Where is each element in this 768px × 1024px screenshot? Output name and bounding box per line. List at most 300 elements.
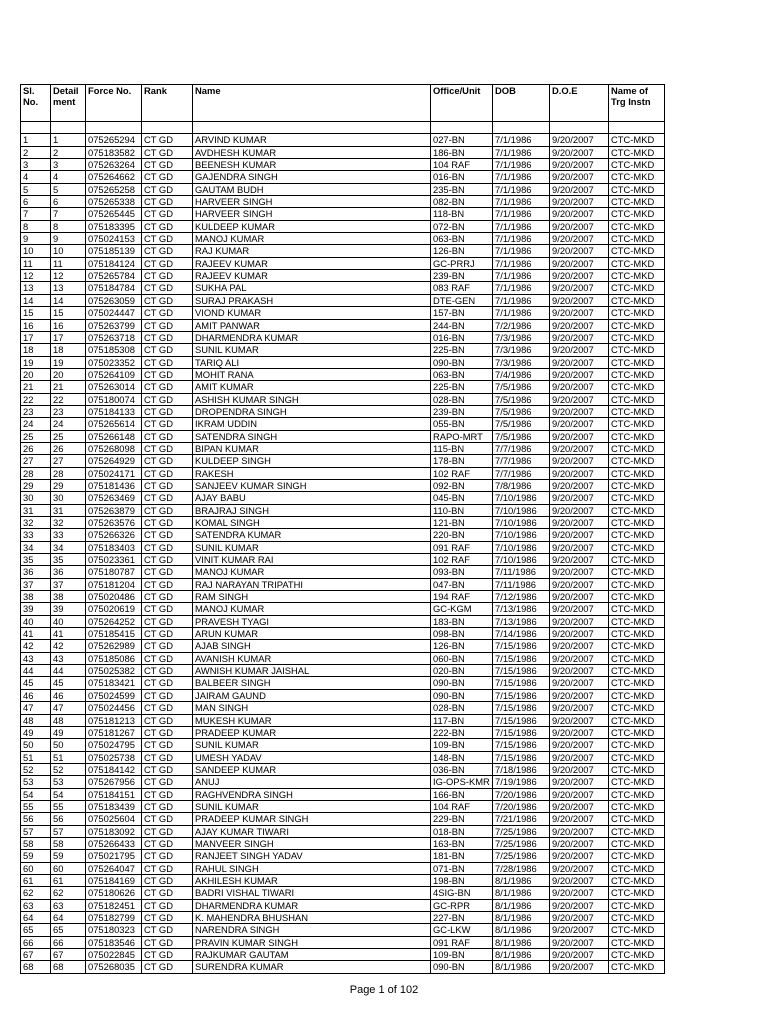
cell-office-unit: 227-BN (431, 912, 493, 924)
cell-dob: 8/1/1986 (493, 912, 550, 924)
cell-office-unit: 239-BN (431, 270, 493, 282)
cell-dob: 7/15/1986 (493, 640, 550, 652)
table-row (21, 455, 665, 467)
cell-sl-no: 48 (21, 714, 51, 726)
cell-office-unit: 198-BN (431, 874, 493, 886)
cell-sl-no: 47 (21, 702, 51, 714)
cell-detailment: 60 (51, 862, 86, 874)
cell-force-no: 075263799 (86, 319, 142, 331)
table-row (21, 726, 665, 738)
table-row (21, 467, 665, 479)
table-row (21, 554, 665, 566)
cell-office-unit: 063-BN (431, 368, 493, 380)
cell-doe: 9/20/2007 (550, 714, 609, 726)
header-trg-instn: Name of Trg Instn (609, 85, 665, 122)
cell-doe: 9/20/2007 (550, 294, 609, 306)
cell-office-unit: 4SIG-BN (431, 887, 493, 899)
table-row (21, 936, 665, 948)
cell-name: JAIRAM GAUND (193, 689, 431, 701)
cell-trg-instn: CTC-MKD (609, 726, 665, 738)
table-row (21, 442, 665, 454)
cell-trg-instn: CTC-MKD (609, 479, 665, 491)
cell-name: SUNIL KUMAR (193, 344, 431, 356)
cell-rank: CT GD (142, 541, 193, 553)
cell-dob: 7/3/1986 (493, 356, 550, 368)
cell-sl-no: 60 (21, 862, 51, 874)
cell-rank: CT GD (142, 455, 193, 467)
cell-rank: CT GD (142, 591, 193, 603)
cell-trg-instn: CTC-MKD (609, 430, 665, 442)
cell-force-no: 075183395 (86, 220, 142, 232)
cell-dob: 7/10/1986 (493, 517, 550, 529)
cell-rank: CT GD (142, 912, 193, 924)
cell-trg-instn: CTC-MKD (609, 208, 665, 220)
cell-force-no: 075024795 (86, 739, 142, 751)
cell-detailment: 24 (51, 418, 86, 430)
cell-trg-instn: CTC-MKD (609, 245, 665, 257)
cell-detailment: 15 (51, 307, 86, 319)
cell-trg-instn: CTC-MKD (609, 467, 665, 479)
table-row (21, 233, 665, 245)
cell-dob: 7/15/1986 (493, 739, 550, 751)
cell-name: RAHUL SINGH (193, 862, 431, 874)
cell-dob: 7/5/1986 (493, 393, 550, 405)
cell-name: BADRI VISHAL TIWARI (193, 887, 431, 899)
cell-sl-no: 8 (21, 220, 51, 232)
cell-rank: CT GD (142, 850, 193, 862)
cell-name: GAUTAM BUDH (193, 183, 431, 195)
cell-detailment: 28 (51, 467, 86, 479)
table-row (21, 751, 665, 763)
cell-force-no: 075181213 (86, 714, 142, 726)
cell-rank: CT GD (142, 726, 193, 738)
cell-force-no: 075025738 (86, 751, 142, 763)
cell-trg-instn: CTC-MKD (609, 442, 665, 454)
cell-doe: 9/20/2007 (550, 344, 609, 356)
cell-trg-instn: CTC-MKD (609, 405, 665, 417)
cell-name: MAN SINGH (193, 702, 431, 714)
cell-detailment: 56 (51, 813, 86, 825)
table-row (21, 837, 665, 849)
cell-sl-no: 40 (21, 615, 51, 627)
cell-office-unit: 109-BN (431, 739, 493, 751)
table-row (21, 504, 665, 516)
cell-detailment: 10 (51, 245, 86, 257)
cell-detailment: 32 (51, 517, 86, 529)
cell-dob: 7/10/1986 (493, 541, 550, 553)
cell-sl-no: 24 (21, 418, 51, 430)
cell-trg-instn: CTC-MKD (609, 628, 665, 640)
cell-office-unit: 186-BN (431, 146, 493, 158)
cell-name: IKRAM UDDIN (193, 418, 431, 430)
cell-office-unit: 235-BN (431, 183, 493, 195)
table-row (21, 825, 665, 837)
table-row (21, 208, 665, 220)
cell-dob: 7/1/1986 (493, 159, 550, 171)
cell-name: RANJEET SINGH YADAV (193, 850, 431, 862)
cell-rank: CT GD (142, 615, 193, 627)
table-row (21, 640, 665, 652)
cell-detailment: 26 (51, 442, 86, 454)
cell-sl-no: 13 (21, 282, 51, 294)
cell-doe: 9/20/2007 (550, 405, 609, 417)
cell-doe: 9/20/2007 (550, 628, 609, 640)
cell-rank: CT GD (142, 220, 193, 232)
table-row (21, 529, 665, 541)
cell-sl-no: 42 (21, 640, 51, 652)
cell-dob: 7/15/1986 (493, 714, 550, 726)
cell-office-unit: 110-BN (431, 504, 493, 516)
cell-office-unit: 090-BN (431, 689, 493, 701)
cell-rank: CT GD (142, 949, 193, 961)
cell-sl-no: 6 (21, 196, 51, 208)
cell-office-unit: 229-BN (431, 813, 493, 825)
cell-dob: 7/7/1986 (493, 442, 550, 454)
cell-office-unit: 163-BN (431, 837, 493, 849)
table-row (21, 479, 665, 491)
cell-doe: 9/20/2007 (550, 751, 609, 763)
cell-dob: 7/19/1986 (493, 776, 550, 788)
cell-detailment: 1 (51, 134, 86, 146)
cell-force-no: 075266326 (86, 529, 142, 541)
table-row (21, 257, 665, 269)
cell-force-no: 075182451 (86, 899, 142, 911)
cell-trg-instn: CTC-MKD (609, 578, 665, 590)
cell-name: AMIT KUMAR (193, 381, 431, 393)
cell-rank: CT GD (142, 813, 193, 825)
cell-doe: 9/20/2007 (550, 467, 609, 479)
cell-office-unit: 220-BN (431, 529, 493, 541)
cell-detailment: 38 (51, 591, 86, 603)
cell-name: ARUN KUMAR (193, 628, 431, 640)
cell-force-no: 075184142 (86, 763, 142, 775)
cell-detailment: 53 (51, 776, 86, 788)
header-doe: D.O.E (550, 85, 609, 122)
table-row (21, 541, 665, 553)
cell-dob: 7/5/1986 (493, 418, 550, 430)
cell-rank: CT GD (142, 554, 193, 566)
cell-dob: 7/1/1986 (493, 183, 550, 195)
cell-name: AJAB SINGH (193, 640, 431, 652)
cell-rank: CT GD (142, 640, 193, 652)
cell-trg-instn: CTC-MKD (609, 554, 665, 566)
cell-name: DHARMENDRA KUMAR (193, 899, 431, 911)
cell-sl-no: 53 (21, 776, 51, 788)
cell-dob: 7/14/1986 (493, 628, 550, 640)
cell-office-unit: GC-PRRJ (431, 257, 493, 269)
table-row (21, 183, 665, 195)
table-row (21, 307, 665, 319)
cell-force-no: 075185415 (86, 628, 142, 640)
cell-name: DROPENDRA SINGH (193, 405, 431, 417)
cell-doe: 9/20/2007 (550, 776, 609, 788)
cell-office-unit: 090-BN (431, 356, 493, 368)
cell-detailment: 64 (51, 912, 86, 924)
cell-force-no: 075184784 (86, 282, 142, 294)
cell-name: AVDHESH KUMAR (193, 146, 431, 158)
cell-office-unit: 090-BN (431, 961, 493, 973)
cell-dob: 8/1/1986 (493, 961, 550, 973)
cell-sl-no: 58 (21, 837, 51, 849)
cell-detailment: 35 (51, 554, 86, 566)
table-row (21, 850, 665, 862)
cell-detailment: 22 (51, 393, 86, 405)
cell-office-unit: 045-BN (431, 492, 493, 504)
table-row (21, 282, 665, 294)
cell-doe: 9/20/2007 (550, 603, 609, 615)
cell-doe: 9/20/2007 (550, 899, 609, 911)
cell-force-no: 075182799 (86, 912, 142, 924)
table-row (21, 615, 665, 627)
table-row (21, 603, 665, 615)
table-row (21, 702, 665, 714)
cell-force-no: 075181267 (86, 726, 142, 738)
cell-force-no: 075022845 (86, 949, 142, 961)
header-name: Name (193, 85, 431, 122)
cell-rank: CT GD (142, 467, 193, 479)
cell-trg-instn: CTC-MKD (609, 529, 665, 541)
cell-name: RAM SINGH (193, 591, 431, 603)
cell-trg-instn: CTC-MKD (609, 183, 665, 195)
cell-office-unit: 148-BN (431, 751, 493, 763)
cell-doe: 9/20/2007 (550, 393, 609, 405)
cell-dob: 7/4/1986 (493, 368, 550, 380)
table-row (21, 196, 665, 208)
cell-detailment: 23 (51, 405, 86, 417)
cell-trg-instn: CTC-MKD (609, 591, 665, 603)
cell-doe: 9/20/2007 (550, 837, 609, 849)
cell-name: RAJ NARAYAN TRIPATHI (193, 578, 431, 590)
cell-detailment: 61 (51, 874, 86, 886)
cell-detailment: 8 (51, 220, 86, 232)
cell-trg-instn: CTC-MKD (609, 677, 665, 689)
cell-rank: CT GD (142, 887, 193, 899)
cell-office-unit: 115-BN (431, 442, 493, 454)
cell-trg-instn: CTC-MKD (609, 381, 665, 393)
cell-name: RAJEEV KUMAR (193, 270, 431, 282)
cell-detailment: 44 (51, 665, 86, 677)
cell-office-unit: 126-BN (431, 245, 493, 257)
cell-force-no: 075185086 (86, 652, 142, 664)
cell-detailment: 12 (51, 270, 86, 282)
cell-dob: 7/1/1986 (493, 146, 550, 158)
cell-name: VINIT KUMAR RAI (193, 554, 431, 566)
cell-force-no: 075185139 (86, 245, 142, 257)
cell-rank: CT GD (142, 825, 193, 837)
cell-name: KULDEEP KUMAR (193, 220, 431, 232)
cell-force-no: 075183582 (86, 146, 142, 158)
cell-rank: CT GD (142, 961, 193, 973)
cell-force-no: 075268035 (86, 961, 142, 973)
cell-detailment: 59 (51, 850, 86, 862)
header-detailment: Detail ment (51, 85, 86, 122)
cell-rank: CT GD (142, 368, 193, 380)
cell-dob: 7/10/1986 (493, 529, 550, 541)
cell-rank: CT GD (142, 936, 193, 948)
cell-office-unit: 102 RAF (431, 554, 493, 566)
cell-detailment: 46 (51, 689, 86, 701)
cell-detailment: 51 (51, 751, 86, 763)
table-row (21, 492, 665, 504)
cell-sl-no: 57 (21, 825, 51, 837)
cell-dob: 7/3/1986 (493, 344, 550, 356)
cell-rank: CT GD (142, 418, 193, 430)
cell-name: PRAVIN KUMAR SINGH (193, 936, 431, 948)
cell-rank: CT GD (142, 146, 193, 158)
cell-trg-instn: CTC-MKD (609, 763, 665, 775)
cell-force-no: 075183546 (86, 936, 142, 948)
cell-name: KULDEEP SINGH (193, 455, 431, 467)
cell-rank: CT GD (142, 159, 193, 171)
cell-force-no: 075023361 (86, 554, 142, 566)
cell-office-unit: 098-BN (431, 628, 493, 640)
cell-sl-no: 59 (21, 850, 51, 862)
cell-doe: 9/20/2007 (550, 887, 609, 899)
cell-doe: 9/20/2007 (550, 566, 609, 578)
cell-sl-no: 28 (21, 467, 51, 479)
cell-name: ANUJ (193, 776, 431, 788)
cell-name: AKHILESH KUMAR (193, 874, 431, 886)
cell-name: AJAY BABU (193, 492, 431, 504)
cell-rank: CT GD (142, 245, 193, 257)
cell-doe: 9/20/2007 (550, 665, 609, 677)
cell-sl-no: 3 (21, 159, 51, 171)
table-row (21, 887, 665, 899)
cell-force-no: 075265294 (86, 134, 142, 146)
cell-doe: 9/20/2007 (550, 924, 609, 936)
cell-office-unit: 239-BN (431, 405, 493, 417)
cell-trg-instn: CTC-MKD (609, 319, 665, 331)
cell-dob: 7/10/1986 (493, 492, 550, 504)
cell-office-unit: 183-BN (431, 615, 493, 627)
cell-sl-no: 45 (21, 677, 51, 689)
cell-detailment: 67 (51, 949, 86, 961)
cell-dob: 7/20/1986 (493, 800, 550, 812)
cell-sl-no: 1 (21, 134, 51, 146)
cell-doe: 9/20/2007 (550, 702, 609, 714)
cell-dob: 7/10/1986 (493, 554, 550, 566)
cell-office-unit: GC-RPR (431, 899, 493, 911)
cell-doe: 9/20/2007 (550, 220, 609, 232)
cell-office-unit: 166-BN (431, 788, 493, 800)
cell-sl-no: 11 (21, 257, 51, 269)
table-row (21, 763, 665, 775)
cell-rank: CT GD (142, 788, 193, 800)
cell-rank: CT GD (142, 714, 193, 726)
cell-doe: 9/20/2007 (550, 788, 609, 800)
cell-doe: 9/20/2007 (550, 183, 609, 195)
cell-doe: 9/20/2007 (550, 689, 609, 701)
cell-office-unit: 157-BN (431, 307, 493, 319)
cell-sl-no: 19 (21, 356, 51, 368)
cell-doe: 9/20/2007 (550, 319, 609, 331)
cell-office-unit: RAPO-MRT (431, 430, 493, 442)
table-row (21, 800, 665, 812)
table-row (21, 739, 665, 751)
cell-trg-instn: CTC-MKD (609, 751, 665, 763)
cell-name: SURENDRA KUMAR (193, 961, 431, 973)
cell-sl-no: 44 (21, 665, 51, 677)
cell-detailment: 30 (51, 492, 86, 504)
cell-force-no: 075263014 (86, 381, 142, 393)
cell-rank: CT GD (142, 430, 193, 442)
cell-doe: 9/20/2007 (550, 912, 609, 924)
cell-dob: 7/15/1986 (493, 677, 550, 689)
cell-force-no: 075267956 (86, 776, 142, 788)
cell-sl-no: 55 (21, 800, 51, 812)
cell-force-no: 075183421 (86, 677, 142, 689)
header-dob: DOB (493, 85, 550, 122)
cell-trg-instn: CTC-MKD (609, 689, 665, 701)
table-row (21, 961, 665, 973)
cell-office-unit: 036-BN (431, 763, 493, 775)
table-row (21, 220, 665, 232)
cell-sl-no: 23 (21, 405, 51, 417)
table-row (21, 430, 665, 442)
cell-office-unit: 083 RAF (431, 282, 493, 294)
cell-force-no: 075264662 (86, 171, 142, 183)
cell-force-no: 075024171 (86, 467, 142, 479)
cell-name: AMIT PANWAR (193, 319, 431, 331)
cell-office-unit: 118-BN (431, 208, 493, 220)
cell-detailment: 52 (51, 763, 86, 775)
cell-office-unit: 194 RAF (431, 591, 493, 603)
cell-rank: CT GD (142, 665, 193, 677)
cell-name: SUNIL KUMAR (193, 800, 431, 812)
cell-rank: CT GD (142, 282, 193, 294)
cell-dob: 7/21/1986 (493, 813, 550, 825)
cell-dob: 7/15/1986 (493, 726, 550, 738)
cell-dob: 7/25/1986 (493, 837, 550, 849)
cell-rank: CT GD (142, 492, 193, 504)
cell-detailment: 9 (51, 233, 86, 245)
cell-sl-no: 14 (21, 294, 51, 306)
cell-force-no: 075024447 (86, 307, 142, 319)
cell-name: HARVEER SINGH (193, 208, 431, 220)
cell-office-unit: 181-BN (431, 850, 493, 862)
cell-doe: 9/20/2007 (550, 233, 609, 245)
cell-dob: 7/15/1986 (493, 665, 550, 677)
cell-trg-instn: CTC-MKD (609, 665, 665, 677)
cell-doe: 9/20/2007 (550, 418, 609, 430)
header-gap (21, 122, 665, 134)
cell-rank: CT GD (142, 702, 193, 714)
cell-force-no: 075265258 (86, 183, 142, 195)
cell-rank: CT GD (142, 603, 193, 615)
cell-rank: CT GD (142, 628, 193, 640)
cell-name: AWNISH KUMAR JAISHAL (193, 665, 431, 677)
cell-sl-no: 67 (21, 949, 51, 961)
cell-doe: 9/20/2007 (550, 554, 609, 566)
cell-trg-instn: CTC-MKD (609, 368, 665, 380)
table-row (21, 393, 665, 405)
table-row (21, 788, 665, 800)
cell-trg-instn: CTC-MKD (609, 788, 665, 800)
cell-dob: 7/1/1986 (493, 233, 550, 245)
cell-force-no: 075181204 (86, 578, 142, 590)
cell-sl-no: 2 (21, 146, 51, 158)
cell-sl-no: 7 (21, 208, 51, 220)
cell-office-unit: 090-BN (431, 677, 493, 689)
personnel-table (20, 84, 665, 974)
table-row (21, 418, 665, 430)
cell-name: SATENDRA KUMAR (193, 529, 431, 541)
cell-rank: CT GD (142, 344, 193, 356)
table-row (21, 566, 665, 578)
cell-trg-instn: CTC-MKD (609, 159, 665, 171)
table-row (21, 949, 665, 961)
cell-office-unit: DTE-GEN (431, 294, 493, 306)
